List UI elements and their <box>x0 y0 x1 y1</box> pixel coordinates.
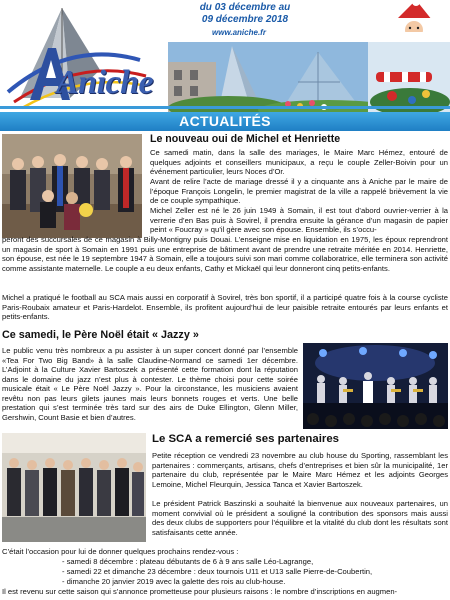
article1-paragraph-3a: Michel Zeller est né le 26 juin 1949 à Somain, il est tout d’abord ouvrier-verrier à la verrerie d’en Bas puis à Sovirel, il prendra ensuite la gérance d’un magasin de papier peint « Foucray » qu’il gère avec son épouse. Ensemble, ils s’occu- <box>150 206 448 235</box>
list-item: - dimanche 20 janvier 2019 avec la galette des rois au club-house. <box>62 577 286 586</box>
article2-title: Ce samedi, le Père Noël était « Jazzy » <box>2 329 199 341</box>
article3-photo <box>2 433 146 542</box>
article3-title: Le SCA a remercié ses partenaires <box>152 433 339 445</box>
issue-dates <box>190 2 300 26</box>
article1-paragraph-2: Avant de relire l’acte de mariage dressé il y a cinquante ans à Aniche par le maire de l’époque François Longelin, le premier magistrat de la ville a rappelé brièvement la vie de ce couple sympathique. <box>150 177 448 206</box>
article3-paragraph-2: Le président Patrick Baszinski a souhaité la bienvenue aux nouveaux partenaires, un moment convivial où le président a souligné la contribution des sponsors mais aussi des deux clubs de supporters pour l’équilibre et la vitalité du club dont les résultats sont satisfaisants cette année. <box>152 499 448 537</box>
aniche-logo <box>0 0 154 113</box>
list-item: - samedi 8 décembre : plateau débutants de 6 à 9 ans salle Léo-Lagrange, <box>62 557 314 566</box>
date-range-line1: du 03 décembre au <box>199 2 291 13</box>
header-divider <box>0 106 450 109</box>
list-item: - samedi 22 et dimanche 23 décembre : deux tournois U11 et U13 salle Pierre-de-Coubertin, <box>62 567 373 576</box>
santa-claus-icon <box>376 0 450 48</box>
article3-paragraph-1: Petite réception ce vendredi 23 novembre au club house du Sporting, rassemblant les partenaires : commerçants, artisans, chefs d’entreprises et bien sûr la municipalité, 1er partenaire du club, représentée par le Maire Marc Hémez et les adjoints Georges Lemoine, Michel Fleurquin, Jessica Tanca et Xavier Bartoszek. <box>152 451 448 489</box>
article1-paragraph-1: Ce samedi matin, dans la salle des mariages, le Maire Marc Hémez, entouré de quelques adjoints et conseillers municipaux, a reçu le couple Zeller-Boivin pour un événement particulier, leurs Noces d’Or. <box>150 148 448 177</box>
masthead <box>0 0 450 113</box>
article3-paragraph-4: Il est revenu sur cette saison qui s’annonce prometteuse pour plusieurs raisons : le nombre d’inscriptions en augmen- <box>2 587 398 596</box>
article3-paragraph-3: C’était l’occasion pour lui de donner quelques prochains rendez-vous : <box>2 547 239 556</box>
article2-photo <box>303 343 448 429</box>
article1-title: Le nouveau oui de Michel et Henriette <box>150 133 341 145</box>
section-title-bar: ACTUALITÉS <box>0 112 450 131</box>
article1-paragraph-3b: peront des succursales de ce magasin à Billy-Montigny puis Douai. L’enseigne mise en liquidation en 1975, les époux reprendront un magasin de sport à Somain en 1991 puis une entreprise de bâtiment avant de prendre une retraite méritée en 2014. Henriette, son épouse, est née le 19 septembre 1947 à Somain, elle a toujours suivi son mari comme collaboratrice, elle terminera son activité comme assistante maternelle. Le couple a eu deux enfants, Cathy et Mickaël qui leur donneront cinq petits-enfants. <box>2 235 448 273</box>
logo-wordmark: Aniche <box>56 64 154 101</box>
article1-photo <box>2 134 142 238</box>
date-range-line2: 09 décembre 2018 <box>201 14 289 25</box>
website-link[interactable]: www.aniche.fr <box>212 28 266 37</box>
header-photo-montage <box>168 42 450 113</box>
article2-paragraph-1: Le public venu très nombreux a pu assister à un super concert donné par l’ensemble «Tea For Two Big Band» à la salle Claudine-Normand ce samedi 1er décembre. L’Adjoint à la Culture Xavier Bartoszek a présenté cette formation dont la réputation dans le domaine du jazz n’est plus à contester. Le thème choisi pour cette soirée musicale était « Le Père Noël Jazzy ». Pour la circonstance, les musiciens avaient revêtu non pas leurs gilets jaunes mais leurs bonnets rouges et verts. Une belle prestation qui s’est terminée très tard sur des airs de Duke Ellington, Glenn Miller, Gershwin, Count Basie et bien d’autres. <box>2 346 298 422</box>
article1-paragraph-4: Michel a pratiqué le football au SCA mais aussi en corporatif à Sovirel, très bon sportif, il a participé quatre fois à la course cycliste Paris-Roubaix amateur et Paris-Hardelot. Ensemble, ils profitent aujourd’hui de leur paisible retraite entourés par leurs enfants et petits-enfants. <box>2 293 448 322</box>
